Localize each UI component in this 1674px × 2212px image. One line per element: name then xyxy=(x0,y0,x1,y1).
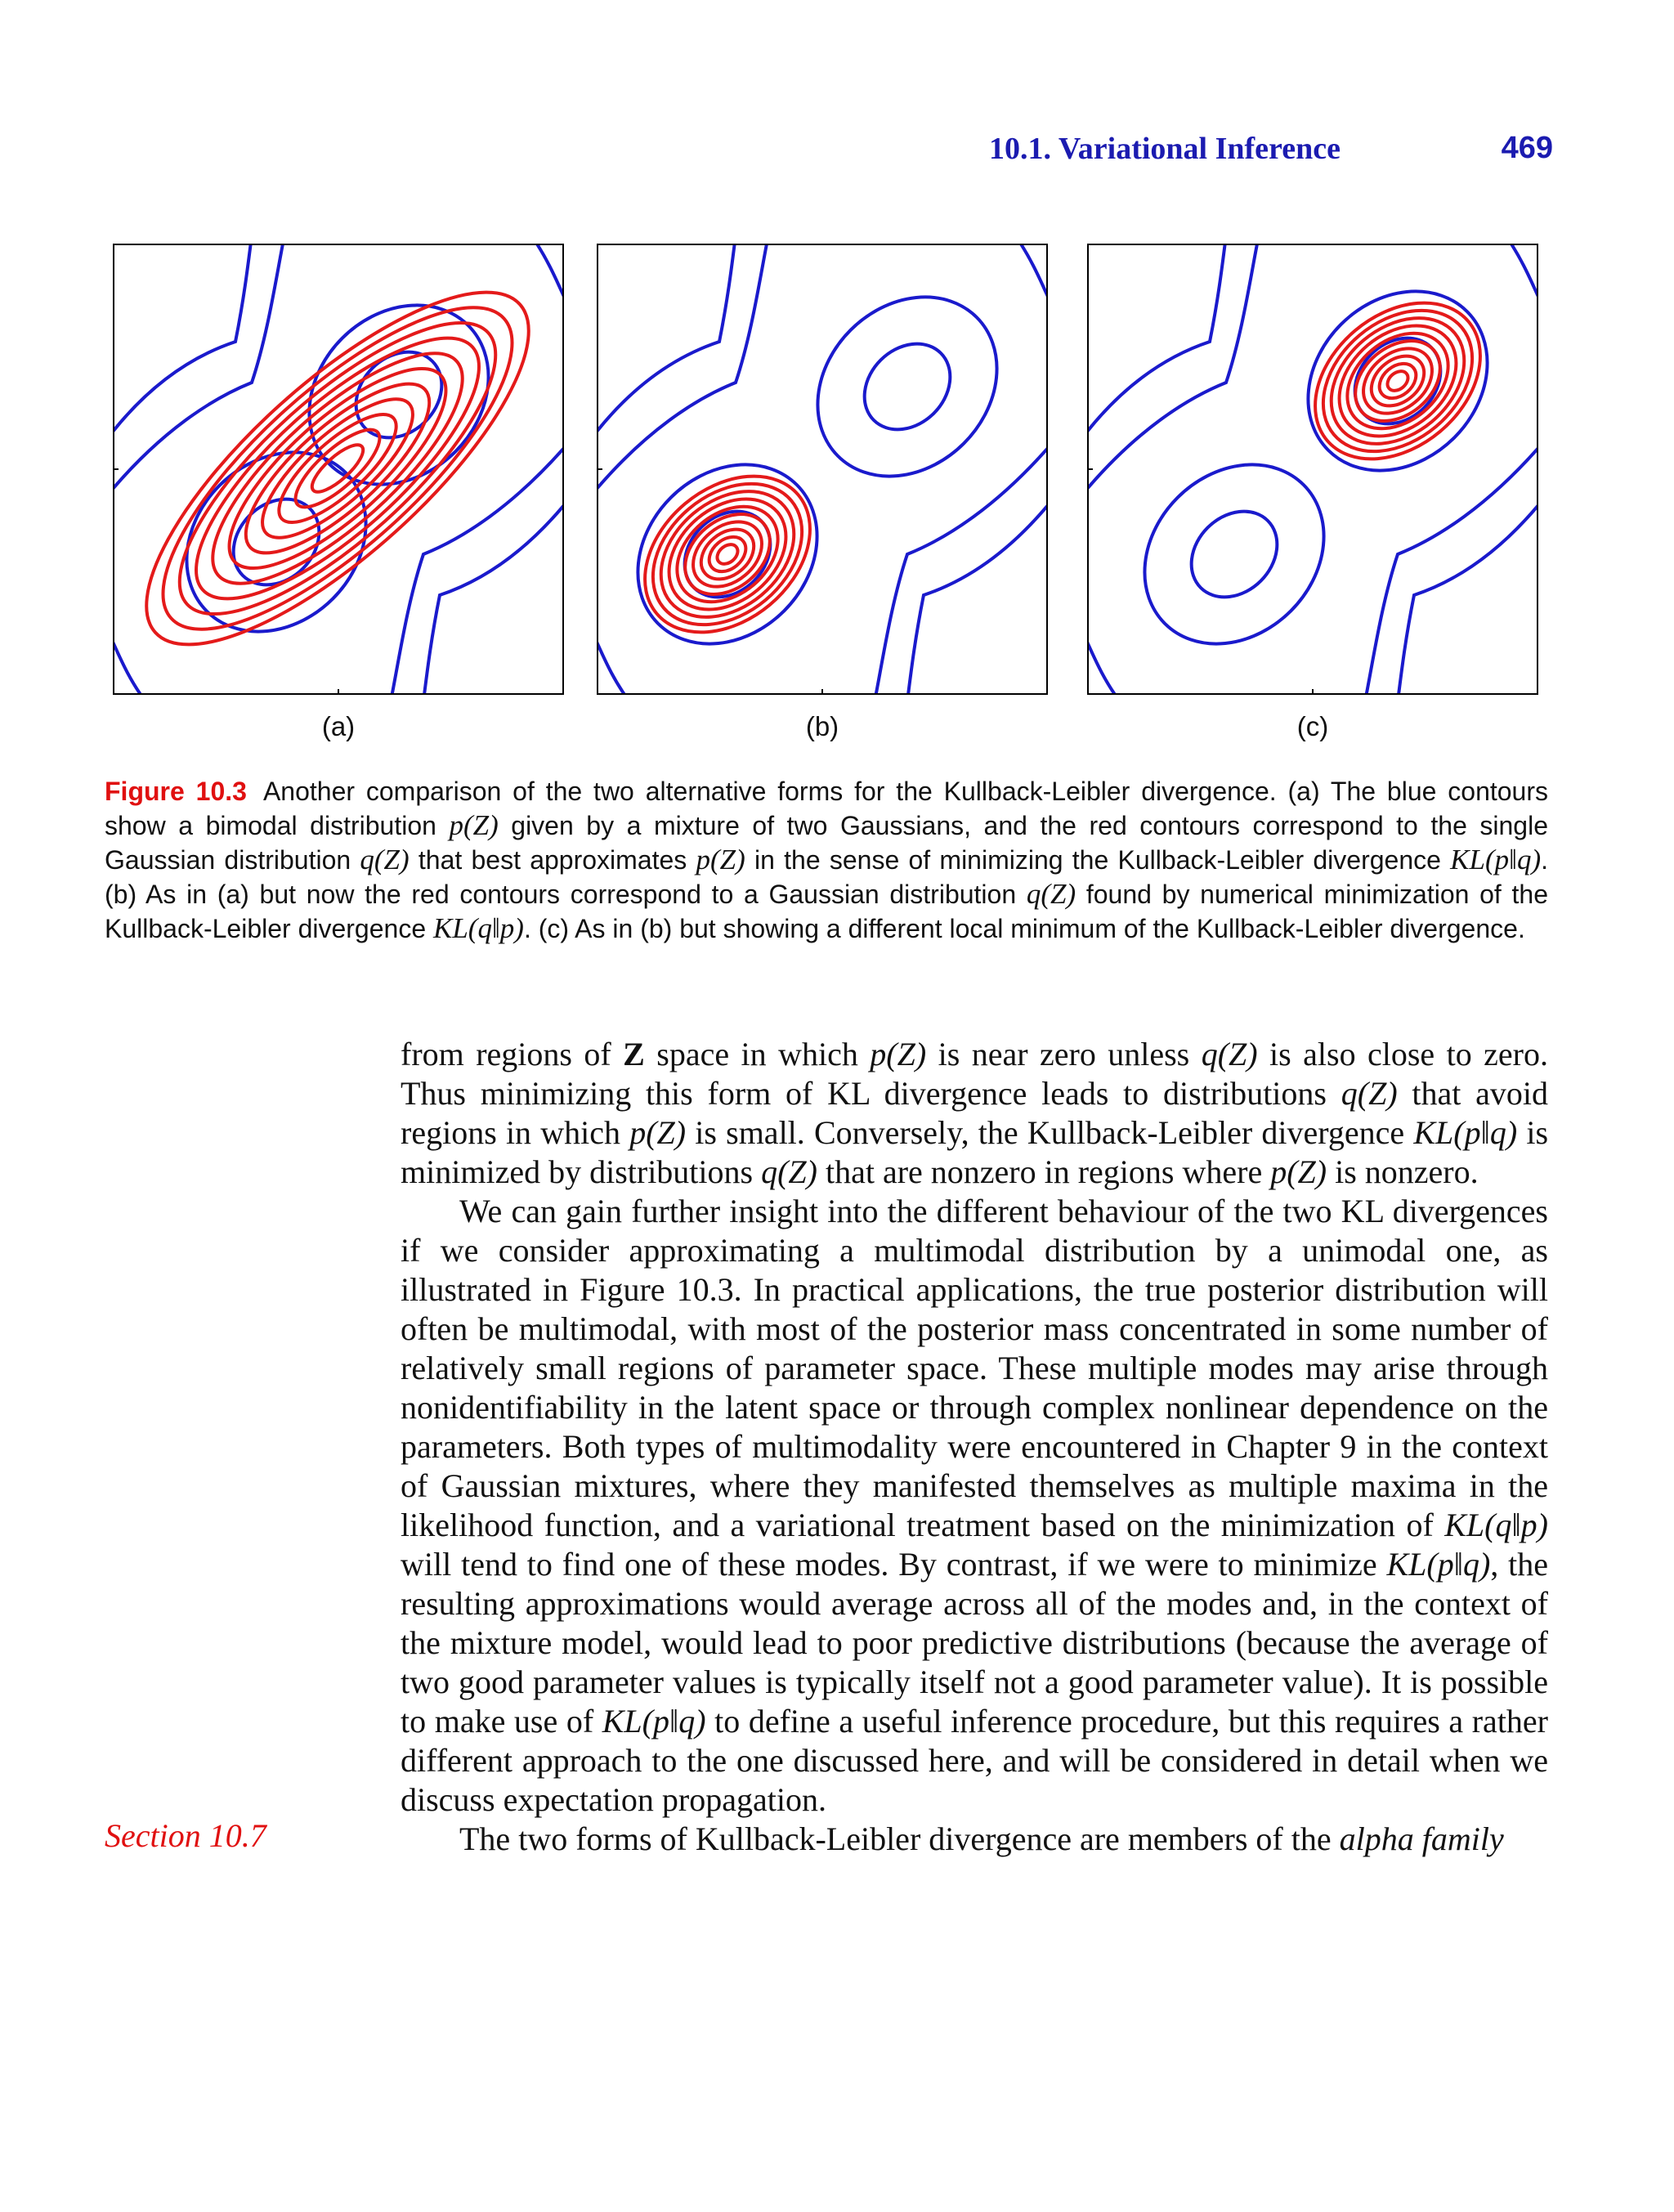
p-contour xyxy=(150,416,402,668)
running-head xyxy=(989,131,1553,173)
p-contour xyxy=(597,244,768,489)
text: that avoid regions in which xyxy=(401,1075,1548,1151)
text: is minimized by distributions xyxy=(401,1114,1549,1190)
text: , the resulting approximations would average across all of the modes and, in the context of the mixture model, would lead to poor predictive distributions (because the average of two good parameter values is typically itself not a good parameter value). It is possible to make use of xyxy=(401,1546,1548,1740)
math-kl-pq: KL(p‖q) xyxy=(602,1703,706,1740)
math-kl-pq: KL(p‖q) xyxy=(1450,844,1542,875)
math-qZ: q(Z) xyxy=(1341,1075,1398,1112)
panel-b xyxy=(597,244,1048,695)
paragraph-1 xyxy=(401,1035,1548,1192)
plot-frame xyxy=(1088,244,1537,694)
page-number: 469 xyxy=(1501,131,1553,165)
figure-10-3 xyxy=(113,244,1551,741)
math-pZ: p(Z) xyxy=(629,1114,687,1151)
math-pZ: p(Z) xyxy=(1270,1153,1327,1190)
text: will tend to find one of these modes. By contrast, if we were to minimize xyxy=(401,1546,1387,1583)
text: to define a useful inference procedure, but this requires a rather different approach to the one discussed here, and will be considered in detail when we discuss expectation propagation. xyxy=(401,1703,1549,1818)
q-contour xyxy=(1318,303,1478,459)
p-contour xyxy=(1087,628,1120,695)
math-kl-pq: KL(p‖q) xyxy=(1386,1546,1491,1583)
p-contour xyxy=(1365,448,1538,695)
p-contour xyxy=(602,428,853,680)
p-contour xyxy=(113,628,145,695)
p-contour xyxy=(1108,428,1360,680)
math-kl-qp: KL(q‖p) xyxy=(1444,1507,1548,1543)
text: We can gain further insight into the different behaviour of the two KL divergences if we consider approximating a multimodal distribution by a unimodal one, as illustrated in Figure 10.3. In practical applications, the true posterior distribution will often be multimodal, with most of the posterior mass concentrated in some number of relatively small regions of parameter space. These multiple modes may arise through nonidentifiability in the latent space or through complex nonlinear dependence on the parameters. Both types of multimodality were encountered in Chapter 9 in the context of Gaussian mixtures, where they manifested themselves as multiple maxima in the likelihood function, and a variational treatment based on the minimization of xyxy=(401,1193,1548,1543)
p-contour xyxy=(531,244,564,309)
caption-text: given by a mixture of two Gaussians, and the red contours correspond to the single Gaussian distribution xyxy=(105,811,1549,875)
p-contour xyxy=(1015,244,1048,309)
p-contour xyxy=(273,269,525,521)
text: space in which xyxy=(644,1036,871,1072)
math-qZ: q(Z) xyxy=(1201,1036,1258,1072)
p-contour xyxy=(597,244,736,432)
term-alpha-family: alpha family xyxy=(1339,1820,1504,1857)
margin-note-section-ref: Section 10.7 xyxy=(105,1817,266,1854)
p-contour xyxy=(907,505,1048,695)
caption-text: Another comparison of the two alternative forms for the Kullback-Leibler divergence. (a) The blue contours show a bimodal distribution xyxy=(105,777,1549,840)
text: that are nonzero in regions where xyxy=(817,1153,1271,1190)
text: The two forms of Kullback-Leibler divergence are members of the xyxy=(459,1820,1340,1857)
p-contour xyxy=(1087,244,1226,432)
p-contour xyxy=(1506,244,1538,309)
math-qZ: q(Z) xyxy=(1026,878,1076,910)
figure-label: Figure 10.3 xyxy=(105,777,247,806)
math-kl-qp: KL(q‖p) xyxy=(433,912,524,944)
q-contour xyxy=(222,359,452,578)
text: from regions of xyxy=(401,1036,624,1072)
p-contour xyxy=(391,448,564,695)
section-title: 10.1. Variational Inference xyxy=(989,132,1341,166)
q-contour xyxy=(637,466,819,643)
math-qZ: q(Z) xyxy=(761,1153,817,1190)
text: is small. Conversely, the Kullback-Leibler divergence xyxy=(686,1114,1414,1151)
math-pZ: p(Z) xyxy=(449,809,499,841)
panel-label-c: (c) xyxy=(1296,711,1329,741)
p-contour xyxy=(423,505,564,695)
body-text xyxy=(401,1035,1548,1859)
figure-caption xyxy=(105,775,1548,946)
q-contour xyxy=(647,477,808,632)
p-contour xyxy=(113,244,252,432)
q-contour xyxy=(1307,293,1489,470)
panel-c xyxy=(1087,244,1538,695)
p-contour xyxy=(1174,494,1294,614)
p-contour xyxy=(1272,255,1524,507)
caption-text: in the sense of minimizing the Kullback-Leibler divergence xyxy=(745,845,1451,875)
caption-text: found by numerical minimization of the Kullback-Leibler divergence xyxy=(105,880,1549,943)
p-contour xyxy=(781,261,1033,513)
p-contour xyxy=(1087,244,1259,489)
p-contour xyxy=(597,628,629,695)
q-contour xyxy=(702,530,752,578)
q-contour xyxy=(615,445,841,665)
text: is also close to zero. Thus minimizing this form of KL divergence leads to distributions xyxy=(401,1036,1548,1112)
contour-plot-a xyxy=(113,244,564,695)
plot-frame xyxy=(598,244,1047,694)
math-pZ: p(Z) xyxy=(870,1036,927,1072)
p-contour xyxy=(1398,505,1538,695)
math-kl-pq: KL(p‖q) xyxy=(1413,1114,1518,1151)
q-contour xyxy=(306,438,369,499)
paragraph-2 xyxy=(401,1192,1548,1820)
panel-a xyxy=(113,244,564,695)
q-contour xyxy=(1285,271,1511,491)
paragraph-3 xyxy=(401,1820,1548,1859)
caption-text: that best approximates xyxy=(409,845,696,875)
caption-text: . (c) As in (b) but showing a different local minimum of the Kullback-Leibler divergence. xyxy=(523,914,1525,943)
p-contour xyxy=(875,448,1048,695)
q-contour xyxy=(1372,356,1422,405)
p-contour xyxy=(847,326,967,446)
contour-plot-c xyxy=(1087,244,1538,695)
contour-plot-b xyxy=(597,244,1048,695)
math-pZ: p(Z) xyxy=(696,844,745,875)
q-contour xyxy=(119,260,557,676)
text: is nonzero. xyxy=(1327,1153,1479,1190)
text: is near zero unless xyxy=(926,1036,1202,1072)
caption-text: . (b) As in (a) but now the red contours correspond to a Gaussian distribution xyxy=(105,845,1549,909)
panel-label-b: (b) xyxy=(805,711,839,741)
math-qZ: q(Z) xyxy=(360,844,410,875)
p-contour xyxy=(113,244,284,489)
panel-label-a: (a) xyxy=(321,711,356,741)
math-Z: Z xyxy=(623,1036,645,1072)
